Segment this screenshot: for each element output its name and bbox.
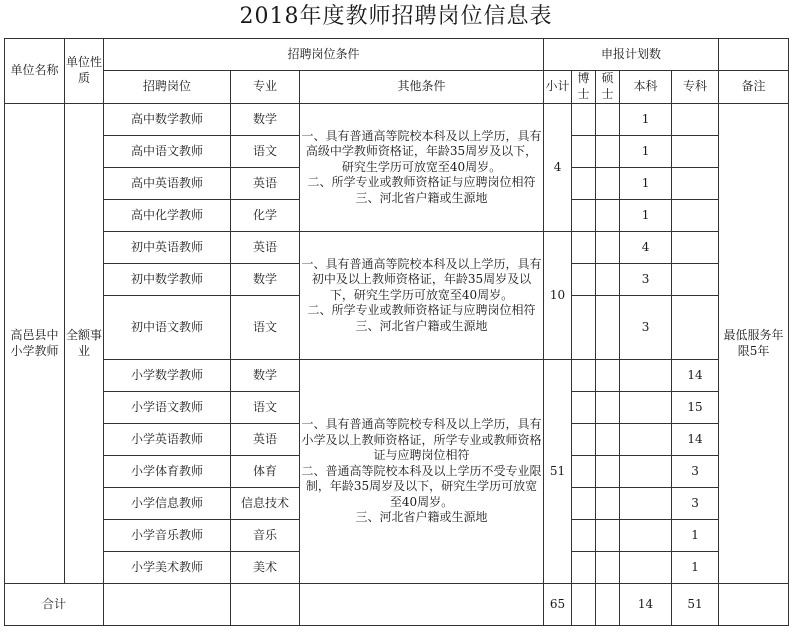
bachelor-cell: 1 bbox=[620, 168, 672, 200]
master-cell bbox=[596, 520, 620, 552]
header-major: 专业 bbox=[231, 71, 300, 104]
totals-blank-other bbox=[300, 584, 544, 626]
bachelor-cell bbox=[620, 520, 672, 552]
unit-nature-cell: 全额事业 bbox=[65, 104, 104, 584]
totals-college: 51 bbox=[672, 584, 719, 626]
college-cell: 14 bbox=[672, 424, 719, 456]
phd-cell bbox=[572, 424, 596, 456]
major-cell: 数学 bbox=[231, 104, 300, 136]
master-cell bbox=[596, 168, 620, 200]
position-cell: 小学数学教师 bbox=[104, 360, 231, 392]
conditions-cell: 一、具有普通高等院校专科及以上学历，具有小学及以上教师资格证，所学专业或教师资格证与应聘岗位相符 二、普通高等院校本科及以上学历不受专业限制，年龄35周岁及以下，研究生学历可放宽至40周岁。 三、河北省户籍或生源地 bbox=[300, 360, 544, 584]
position-cell: 初中数学教师 bbox=[104, 264, 231, 296]
page-title: 2018年度教师招聘岗位信息表 bbox=[239, 4, 553, 29]
major-cell: 体育 bbox=[231, 456, 300, 488]
header-row-1 bbox=[5, 39, 789, 71]
college-cell bbox=[672, 136, 719, 168]
recruitment-table bbox=[4, 38, 789, 626]
header-master: 硕士 bbox=[596, 71, 620, 104]
bachelor-cell: 1 bbox=[620, 104, 672, 136]
master-cell bbox=[596, 488, 620, 520]
major-cell: 数学 bbox=[231, 360, 300, 392]
conditions-cell: 一、具有普通高等院校本科及以上学历，具有高级中学教师资格证，年龄35周岁及以下，研究生学历可放宽至40周岁。 二、所学专业或教师资格证与应聘岗位相符 三、河北省户籍或生源地 bbox=[300, 104, 544, 232]
major-cell: 语文 bbox=[231, 136, 300, 168]
master-cell bbox=[596, 296, 620, 360]
subtotal-cell: 4 bbox=[544, 104, 572, 232]
position-cell: 初中英语教师 bbox=[104, 232, 231, 264]
college-cell bbox=[672, 296, 719, 360]
phd-cell bbox=[572, 168, 596, 200]
master-cell bbox=[596, 552, 620, 584]
header-row-2 bbox=[5, 71, 789, 104]
college-cell: 1 bbox=[672, 552, 719, 584]
header-position: 招聘岗位 bbox=[104, 71, 231, 104]
totals-row bbox=[5, 584, 789, 626]
header-bachelor: 本科 bbox=[620, 71, 672, 104]
bachelor-cell: 1 bbox=[620, 136, 672, 168]
major-cell: 语文 bbox=[231, 392, 300, 424]
position-cell: 初中语文教师 bbox=[104, 296, 231, 360]
position-cell: 小学音乐教师 bbox=[104, 520, 231, 552]
master-cell bbox=[596, 104, 620, 136]
totals-blank-position bbox=[104, 584, 231, 626]
college-cell: 3 bbox=[672, 456, 719, 488]
bachelor-cell bbox=[620, 456, 672, 488]
bachelor-cell bbox=[620, 392, 672, 424]
remarks-cell: 最低服务年限5年 bbox=[719, 104, 789, 584]
header-unit-name: 单位名称 bbox=[5, 39, 65, 104]
college-cell bbox=[672, 232, 719, 264]
phd-cell bbox=[572, 456, 596, 488]
bachelor-cell: 1 bbox=[620, 200, 672, 232]
phd-cell bbox=[572, 264, 596, 296]
master-cell bbox=[596, 424, 620, 456]
major-cell: 数学 bbox=[231, 264, 300, 296]
totals-phd bbox=[572, 584, 596, 626]
header-subtotal: 小计 bbox=[544, 71, 572, 104]
unit-name-cell: 高邑县中小学教师 bbox=[5, 104, 65, 584]
college-cell bbox=[672, 168, 719, 200]
master-cell bbox=[596, 200, 620, 232]
phd-cell bbox=[572, 232, 596, 264]
major-cell: 英语 bbox=[231, 232, 300, 264]
bachelor-cell: 4 bbox=[620, 232, 672, 264]
totals-remarks bbox=[719, 584, 789, 626]
totals-blank-major bbox=[231, 584, 300, 626]
header-phd: 博士 bbox=[572, 71, 596, 104]
bachelor-cell: 3 bbox=[620, 264, 672, 296]
position-cell: 高中语文教师 bbox=[104, 136, 231, 168]
position-cell: 高中英语教师 bbox=[104, 168, 231, 200]
header-college: 专科 bbox=[672, 71, 719, 104]
table-row bbox=[5, 360, 789, 392]
totals-master bbox=[596, 584, 620, 626]
bachelor-cell: 3 bbox=[620, 296, 672, 360]
college-cell: 1 bbox=[672, 520, 719, 552]
master-cell bbox=[596, 232, 620, 264]
college-cell: 14 bbox=[672, 360, 719, 392]
major-cell: 美术 bbox=[231, 552, 300, 584]
college-cell bbox=[672, 104, 719, 136]
header-unit-nature: 单位性质 bbox=[65, 39, 104, 104]
college-cell: 15 bbox=[672, 392, 719, 424]
totals-bachelor: 14 bbox=[620, 584, 672, 626]
phd-cell bbox=[572, 360, 596, 392]
phd-cell bbox=[572, 488, 596, 520]
bachelor-cell bbox=[620, 360, 672, 392]
phd-cell bbox=[572, 552, 596, 584]
college-cell bbox=[672, 264, 719, 296]
position-cell: 小学语文教师 bbox=[104, 392, 231, 424]
master-cell bbox=[596, 456, 620, 488]
conditions-cell: 一、具有普通高等院校本科及以上学历，具有初中及以上教师资格证，年龄35周岁及以下，研究生学历可放宽至40周岁。 二、所学专业或教师资格证与应聘岗位相符 三、河北省户籍或生源地 bbox=[300, 232, 544, 360]
major-cell: 音乐 bbox=[231, 520, 300, 552]
master-cell bbox=[596, 136, 620, 168]
header-remarks: 备注 bbox=[719, 71, 789, 104]
master-cell bbox=[596, 392, 620, 424]
position-cell: 高中数学教师 bbox=[104, 104, 231, 136]
major-cell: 信息技术 bbox=[231, 488, 300, 520]
subtotal-cell: 10 bbox=[544, 232, 572, 360]
position-cell: 小学信息教师 bbox=[104, 488, 231, 520]
college-cell bbox=[672, 200, 719, 232]
college-cell: 3 bbox=[672, 488, 719, 520]
phd-cell bbox=[572, 520, 596, 552]
bachelor-cell bbox=[620, 424, 672, 456]
header-conditions-group: 招聘岗位条件 bbox=[104, 39, 544, 71]
master-cell bbox=[596, 360, 620, 392]
master-cell bbox=[596, 264, 620, 296]
table-row bbox=[5, 232, 789, 264]
table-row bbox=[5, 104, 789, 136]
position-cell: 小学美术教师 bbox=[104, 552, 231, 584]
phd-cell bbox=[572, 136, 596, 168]
header-blank bbox=[719, 39, 789, 71]
header-plan-group: 申报计划数 bbox=[544, 39, 719, 71]
bachelor-cell bbox=[620, 488, 672, 520]
position-cell: 小学英语教师 bbox=[104, 424, 231, 456]
phd-cell bbox=[572, 200, 596, 232]
phd-cell bbox=[572, 104, 596, 136]
totals-label: 合计 bbox=[5, 584, 104, 626]
phd-cell bbox=[572, 296, 596, 360]
header-other: 其他条件 bbox=[300, 71, 544, 104]
major-cell: 英语 bbox=[231, 424, 300, 456]
totals-subtotal: 65 bbox=[544, 584, 572, 626]
major-cell: 化学 bbox=[231, 200, 300, 232]
bachelor-cell bbox=[620, 552, 672, 584]
position-cell: 小学体育教师 bbox=[104, 456, 231, 488]
subtotal-cell: 51 bbox=[544, 360, 572, 584]
major-cell: 语文 bbox=[231, 296, 300, 360]
major-cell: 英语 bbox=[231, 168, 300, 200]
phd-cell bbox=[572, 392, 596, 424]
position-cell: 高中化学教师 bbox=[104, 200, 231, 232]
